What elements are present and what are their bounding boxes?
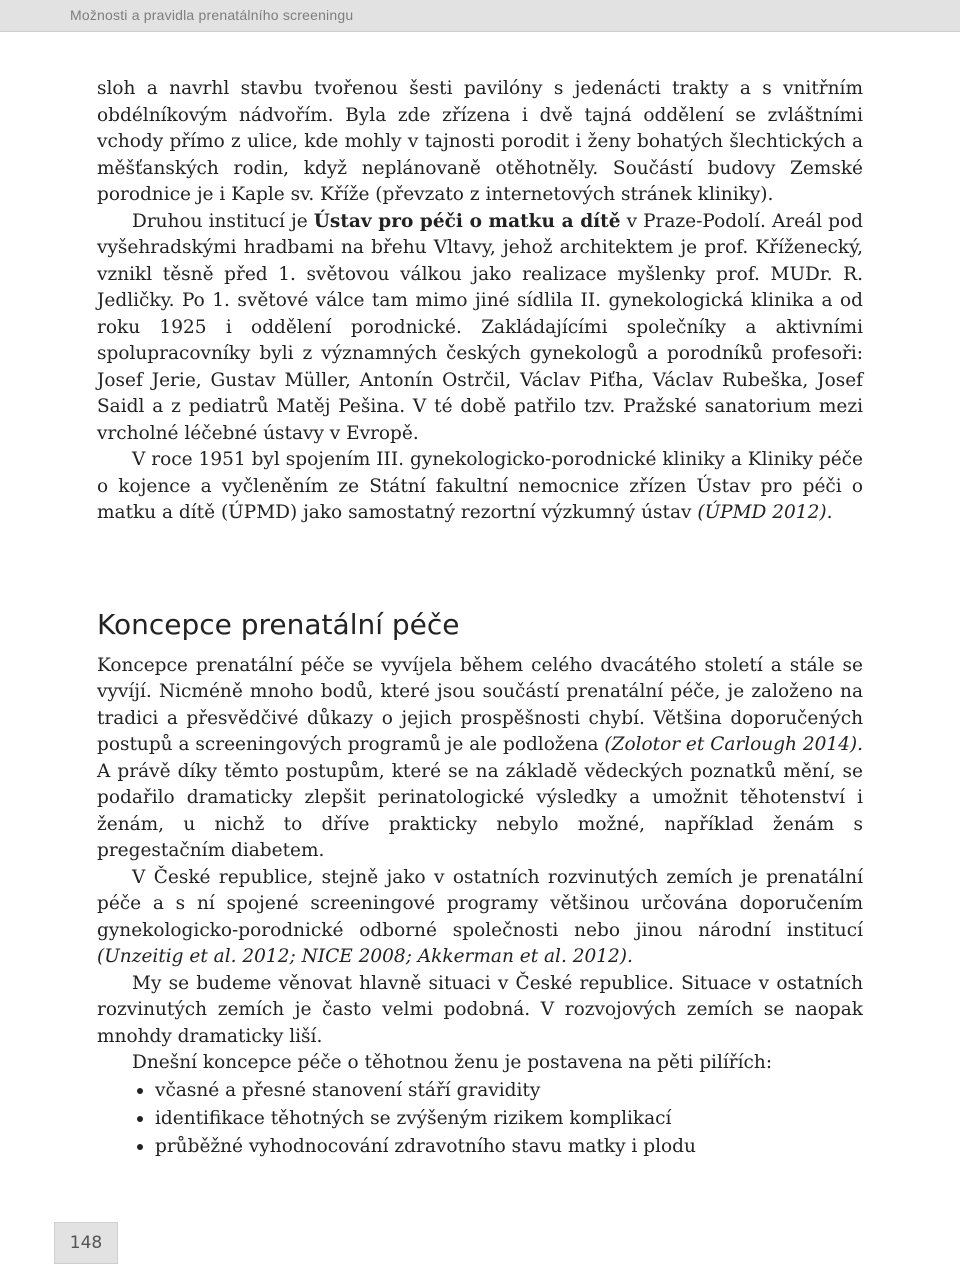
paragraph-history-2: Druhou institucí je Ústav pro péči o matku a dítě v Praze-Podolí. Areál pod vyšehradskými hradbami na břehu Vltavy, jehož architektem je prof. Kříženecký, vznikl těsně před 1. světovou válkou jako realizace myšlenky prof. MUDr. R. Jedličky. Po 1. světové válce tam mimo jiné sídlila II. gynekologická klinika a od roku 1925 i oddělení porodnické. Zakládajícími společníky a aktivními spolupracovníky byli z významných českých gynekologů a porodníků profesoři: Josef Jerie, Gustav Müller, Antonín Ostrčil, Václav Piťha, Václav Rubeška, Josef Saidl a z pediatrů Matěj Pešina. V té době patřilo tzv. Pražské sanatorium mezi vrcholné léčebné ústavy v Evropě. (97, 210, 863, 444)
bullet-dot-icon (137, 1116, 143, 1122)
bullet-dot-icon (137, 1144, 143, 1150)
section-heading: Koncepce prenatální péče (97, 607, 460, 641)
paragraph-history-3: V roce 1951 byl spojením III. gynekologicko-porodnické kliniky a Kliniky péče o kojence a vyčleněním ze Státní fakultní nemocnice zřízen Ústav pro péči o matku a dítě (ÚPMD) jako samostatný rezortní výzkumný ústav (ÚPMD 2012). (97, 449, 863, 523)
section-paragraph-2: V České republice, stejně jako v ostatních rozvinutých zemích je prenatální péče a s ní spojené screeningové programy většinou určována doporučením gynekologicko-porodnické odborné společnosti nebo jinou národní institucí (Unzeitig et al. 2012; NICE 2008; Akkerman et al. 2012). (97, 866, 863, 967)
citation: (Unzeitig et al. 2012; NICE 2008; Akkerman et al. 2012). (97, 946, 633, 967)
paragraph-history-1: sloh a navrhl stavbu tvořenou šesti pavilóny s jedenácti trakty a s vnitřním obdélníkovým nádvořím. Byla zde zřízena i dvě tajná oddělení se zvláštními vchody přímo z ulice, kde mohly v tajnosti porodit i ženy bohatých šlechtických a měšťanských rodin, když neplánovaně otěhotněly. Součástí budovy Zemské porodnice je i Kaple sv. Kříže (převzato z internetových stránek kliniky). (97, 78, 863, 205)
section-koncepce (97, 607, 863, 1161)
list-item: identifikace těhotných se zvýšeným rizikem komplikací (132, 1105, 863, 1133)
page-body (97, 76, 863, 1161)
list-item: včasné a přesné stanovení stáří gravidity (132, 1077, 863, 1105)
running-head: Možnosti a pravidla prenatálního screeningu (0, 0, 960, 32)
citation: (Zolotor et Carlough 2014). (604, 734, 864, 755)
section-paragraph-4: Dnešní koncepce péče o těhotnou ženu je postavena na pěti pilířích: (132, 1052, 773, 1073)
bullet-dot-icon (137, 1088, 143, 1094)
page-number: 148 (54, 1222, 118, 1264)
section-paragraph-3: My se budeme věnovat hlavně situaci v České republice. Situace v ostatních rozvinutých zemích je často velmi podobná. V rozvojových zemích se naopak mnohdy dramaticky liší. (97, 972, 863, 1047)
institution-name: Ústav pro péči o matku a dítě (313, 210, 621, 232)
citation: (ÚPMD 2012). (697, 502, 833, 523)
section-paragraph-1: Koncepce prenatální péče se vyvíjela během celého dvacátého století a stále se vyvíjí. Nicméně mnoho bodů, které jsou součástí prenatální péče, je založeno na tradici a přesvědčivé důkazy o jejich prospěšnosti chybí. Většina doporučených postupů a screeningových programů je ale podložena (Zolotor et Carlough 2014). A právě díky těmto postupům, které se na základě vědeckých poznatků mění, se podařilo dramaticky zlepšit perinatologické výsledky a umožnit těhotenství i ženám, u nichž to dříve prakticky nebylo možné, například ženám s pregestačním diabetem. (97, 654, 864, 861)
list-item: průběžné vyhodnocování zdravotního stavu matky i plodu (132, 1133, 863, 1161)
pillars-list (97, 1077, 863, 1161)
